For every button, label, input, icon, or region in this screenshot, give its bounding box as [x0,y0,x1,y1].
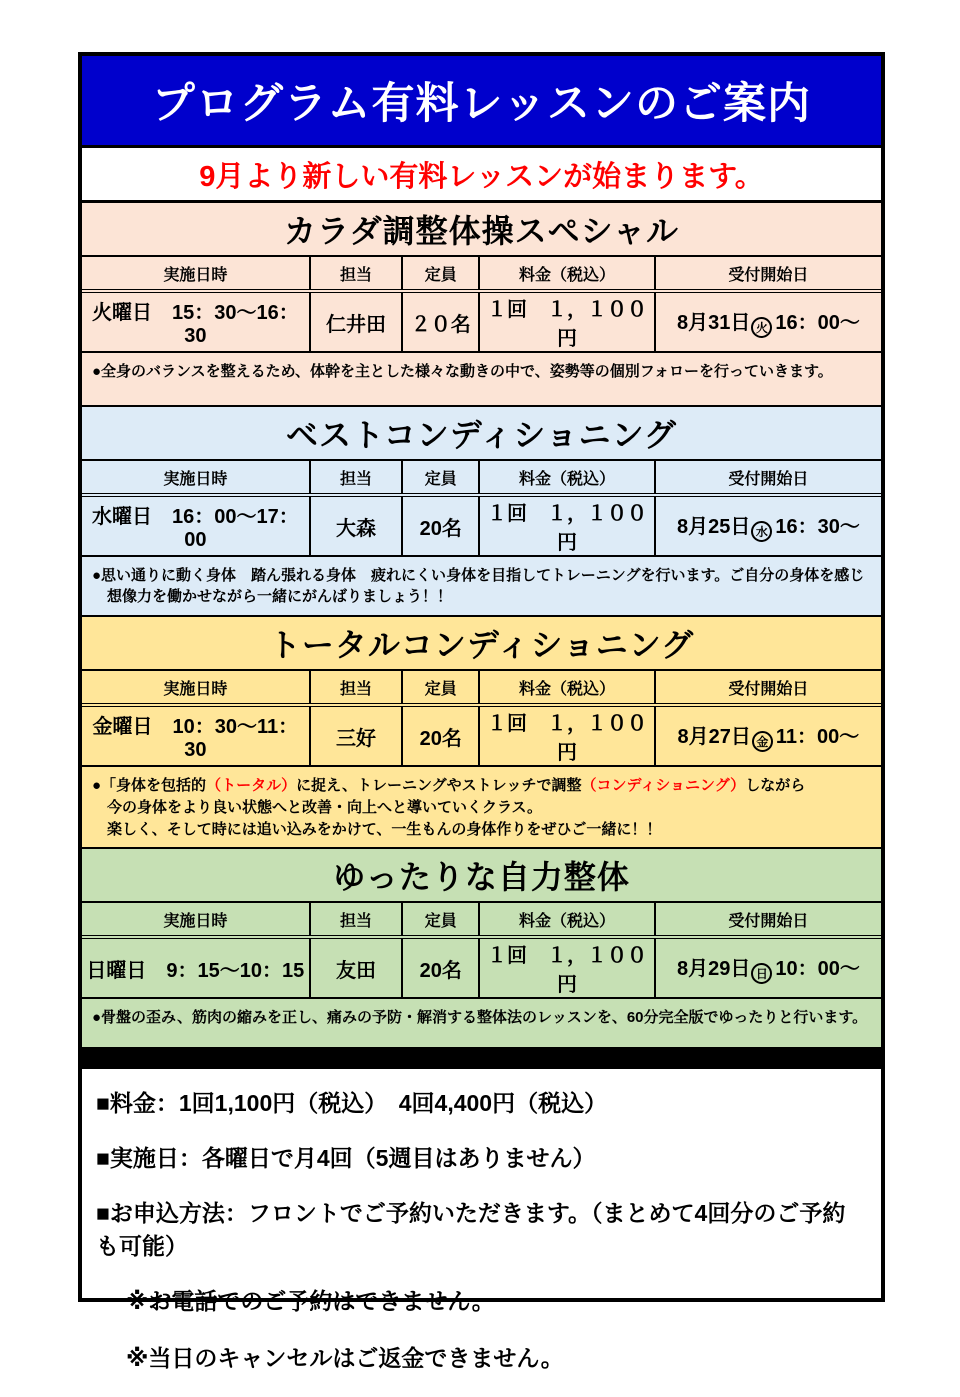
reception-time: 11：00～ [775,725,860,748]
instructor-cell: 友田 [310,937,403,998]
table-header-row [82,461,881,495]
reception-date: 8月31日 [676,311,751,334]
col-header-capacity: 定員 [402,461,479,495]
col-header-instructor: 担当 [310,461,403,495]
page-title-bar [82,56,881,148]
page-title: プログラム有料レッスンのご案内 [151,80,812,128]
capacity-cell: 20名 [402,937,479,998]
col-header-reception: 受付開始日 [655,671,881,705]
section-jiriki-seitai [82,849,881,1047]
section-title: トータルコンディショニング [82,617,881,671]
section-title: ベストコンディショニング [82,407,881,461]
schedule-cell: 火曜日 15：30～16：30 [82,291,310,352]
section-table [82,257,881,353]
capacity-cell: ２０名 [402,291,479,352]
reception-time: 16：30～ [775,515,860,538]
col-header-capacity: 定員 [402,257,479,291]
col-header-reception: 受付開始日 [655,461,881,495]
price-cell: １回 １，１００円 [479,291,655,352]
reception-date: 8月29日 [676,957,751,980]
col-header-price: 料金（税込） [479,903,655,937]
price-cell: １回 １，１００円 [479,705,655,766]
section-table [82,671,881,767]
section-table [82,461,881,557]
reception-cell [655,291,881,352]
section-note [82,353,881,405]
reception-cell [655,705,881,766]
footer-line-days: ■実施日：各曜日で月4回（5週目はありません） [96,1145,596,1171]
red-highlight: （コンディショニング） [581,777,746,794]
circled-weekday-icon: 火 [751,317,772,338]
instructor-cell: 仁井田 [310,291,403,352]
red-highlight: （トータル） [206,777,297,794]
section-note [82,999,881,1047]
note-line: ●骨盤の歪み、筋肉の縮みを正し、痛みの予防・解消する整体法のレッスンを、60分完全版でゆったりと行います。 [92,1009,868,1026]
footer-note-phone: ※お電話でのご予約はできません。 [126,1288,495,1314]
note-line: 今の身体をより良い状態へと改善・向上へと導いていくクラス。 [92,799,543,816]
note-line: 楽しく、そして時には追い込みをかけて、一生もんの身体作りをぜひご一緒に！！ [92,821,662,838]
reception-date: 8月25日 [676,515,751,538]
circled-weekday-icon: 水 [751,521,772,542]
table-row [82,705,881,766]
col-header-reception: 受付開始日 [655,903,881,937]
table-header-row [82,257,881,291]
note-line: ●全身のバランスを整えるため、体幹を主とした様々な動きの中で、姿勢等の個別フォローを行っていきます。 [92,363,833,380]
instructor-cell: 大森 [310,495,403,556]
table-row [82,937,881,998]
table-row [82,495,881,556]
section-note [82,557,881,615]
section-best-conditioning [82,407,881,617]
subtitle-bar [82,148,881,203]
note-line: 想像力を働かせながら一緒にがんばりましょう！！ [92,588,453,605]
col-header-instructor: 担当 [310,903,403,937]
section-karada-chousei [82,203,881,407]
circled-weekday-icon: 日 [751,963,772,984]
price-cell: １回 １，１００円 [479,937,655,998]
col-header-schedule: 実施日時 [82,461,310,495]
schedule-cell: 金曜日 10：30～11：30 [82,705,310,766]
section-table [82,903,881,999]
reception-time: 16：00～ [775,311,860,334]
col-header-price: 料金（税込） [479,671,655,705]
col-header-capacity: 定員 [402,671,479,705]
price-cell: １回 １，１００円 [479,495,655,556]
footer-line-price: ■料金：1回1,100円（税込） 4回4,400円（税込） [96,1090,608,1116]
col-header-capacity: 定員 [402,903,479,937]
page-subtitle: 9月より新しい有料レッスンが始まります。 [199,160,764,193]
col-header-price: 料金（税込） [479,257,655,291]
reception-cell [655,495,881,556]
col-header-schedule: 実施日時 [82,671,310,705]
col-header-instructor: 担当 [310,257,403,291]
footer-note-cancel: ※当日のキャンセルはご返金できません。 [126,1345,564,1371]
col-header-schedule: 実施日時 [82,257,310,291]
note-line: ●思い通りに動く身体 踏ん張れる身体 疲れにくい身体を目指してトレーニングを行います。ご自分の身体を感じ [92,567,865,584]
section-title: ゆったりな自力整体 [82,849,881,903]
separator-bar [82,1047,881,1069]
circled-weekday-icon: 金 [752,731,773,752]
capacity-cell: 20名 [402,495,479,556]
col-header-price: 料金（税込） [479,461,655,495]
col-header-schedule: 実施日時 [82,903,310,937]
footer-notes [82,1069,881,1397]
table-header-row [82,671,881,705]
section-total-conditioning [82,617,881,849]
section-note [82,767,881,847]
reception-time: 10：00～ [775,957,860,980]
instructor-cell: 三好 [310,705,403,766]
table-row [82,291,881,352]
schedule-cell: 日曜日 9：15～10：15 [82,937,310,998]
reception-cell [655,937,881,998]
flyer-frame [78,52,885,1371]
reception-date: 8月27日 [677,725,751,748]
schedule-cell: 水曜日 16：00～17：00 [82,495,310,556]
col-header-reception: 受付開始日 [655,257,881,291]
footer-line-apply: ■お申込方法：フロントでご予約いただきます。（まとめて4回分のご予約も可能） [96,1200,846,1259]
note-line: ●「身体を包括的（トータル）に捉え、トレーニングやストレッチで調整（コンディショニング）しながら [92,777,806,794]
section-title: カラダ調整体操スペシャル [82,203,881,257]
capacity-cell: 20名 [402,705,479,766]
table-header-row [82,903,881,937]
col-header-instructor: 担当 [310,671,403,705]
